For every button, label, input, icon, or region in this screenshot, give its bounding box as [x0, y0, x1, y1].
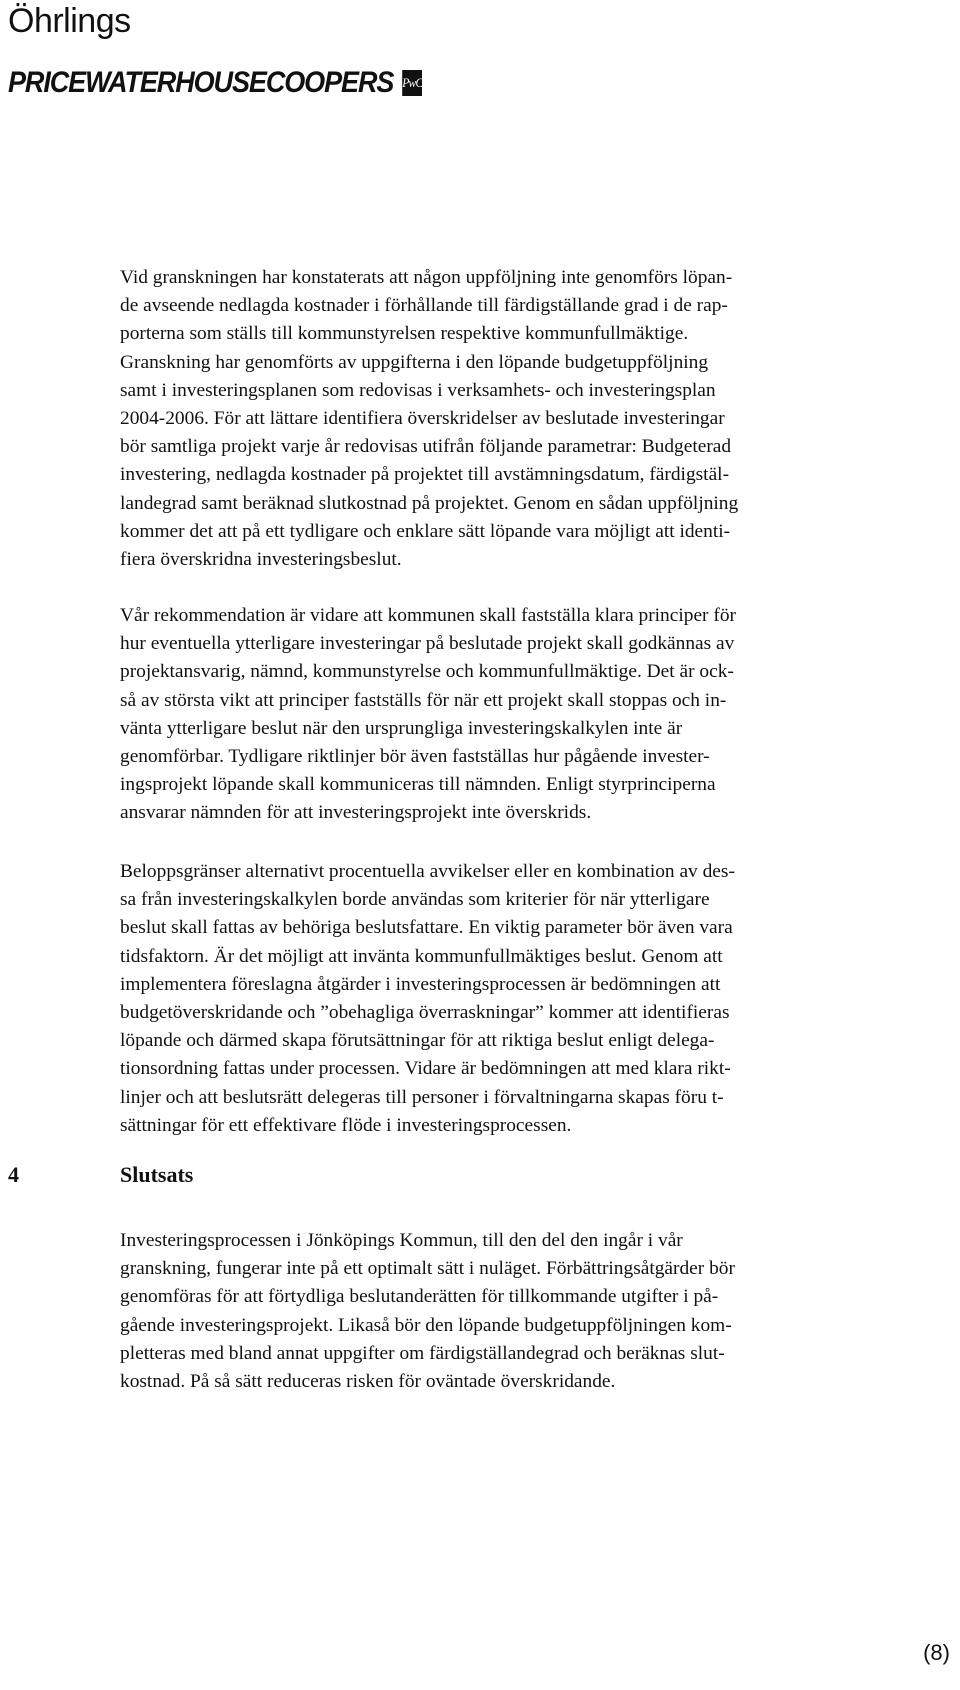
- text-line: genomförbar. Tydligare riktlinjer bör även fastställas hur pågående invester-: [120, 746, 710, 768]
- text-line: fiera överskridna investeringsbeslut.: [120, 549, 402, 571]
- text-line: sa från investeringskalkylen borde användas som kriterier för när ytterligare: [120, 889, 710, 911]
- text-line: så av största vikt att principer fastställs för när ett projekt skall stoppas och in-: [120, 689, 727, 711]
- text-line: 2004-2006. För att lättare identifiera överskridelser av beslutade investeringar: [120, 408, 725, 430]
- text-line: projektansvarig, nämnd, kommunstyrelse och kommunfullmäktige. Det är ock-: [120, 661, 734, 683]
- text-line: pletteras med bland annat uppgifter om färdigställandegrad och beräknas slut-: [120, 1342, 725, 1364]
- text-line: tionsordning fattas under processen. Vidare är bedömningen att med klara rikt-: [120, 1058, 731, 1080]
- text-line: bör samtliga projekt varje år redovisas utifrån följande parametrar: Budgeterad: [120, 436, 732, 458]
- text-line: samt i investeringsplanen som redovisas i verksamhets- och investeringsplan: [120, 379, 716, 401]
- text-line: ansvarar nämnden för att investeringsprojekt inte överskrids.: [120, 802, 592, 824]
- text-line: implementera föreslagna åtgärder i investeringsprocessen är bedömningen att: [120, 973, 721, 995]
- company-name: Öhrlings: [8, 2, 131, 40]
- text-line: hur eventuella ytterligare investeringar på beslutade projekt skall godkännas av: [120, 633, 735, 655]
- pwc-logo: [8, 66, 422, 100]
- text-line: porterna som ställs till kommunstyrelsen respektive kommunfullmäktige.: [120, 323, 689, 345]
- text-line: gående investeringsprojekt. Likaså bör den löpande budgetuppföljningen kom-: [120, 1314, 732, 1336]
- text-line: Beloppsgränser alternativt procentuella avvikelser eller en kombination av des-: [120, 861, 735, 882]
- paragraph-1: [120, 264, 900, 574]
- text-line: kostnad. På så sätt reduceras risken för oväntade överskridande.: [120, 1371, 616, 1393]
- text-line: beslut skall fattas av behöriga beslutsfattare. En viktig parameter bör även vara: [120, 917, 733, 939]
- section-title: Slutsats: [120, 1162, 194, 1187]
- text-line: linjer och att beslutsrätt delegeras till personer i förvaltningarna skapas föru t-: [120, 1086, 724, 1108]
- text-line: landegrad samt beräknad slutkostnad på projektet. Genom en sådan uppföljning: [120, 492, 739, 514]
- text-line: ingsprojekt löpande skall kommuniceras till nämnden. Enligt styrprinciperna: [120, 774, 716, 796]
- text-line: vänta ytterligare beslut när den ursprungliga investeringskalkylen inte är: [120, 717, 683, 739]
- text-line: budgetöverskridande och ”obehagliga överraskningar” kommer att identifieras: [120, 1002, 730, 1024]
- section-paragraph: [120, 1227, 900, 1396]
- text-line: genomföras för att förtydliga beslutanderätten för tillkommande utgifter i på-: [120, 1286, 719, 1308]
- section-number: 4: [8, 1162, 19, 1187]
- text-line: Investeringsprocessen i Jönköpings Kommun, till den del den ingår i vår: [120, 1230, 683, 1251]
- text-line: Vid granskningen har konstaterats att någon uppföljning inte genomförs löpan-: [120, 267, 733, 288]
- text-line: kommer det att på ett tydligare och enklare sätt löpande vara möjligt att identi-: [120, 520, 731, 542]
- text-line: Granskning har genomförts av uppgifterna i den löpande budgetuppföljning: [120, 351, 709, 373]
- text-line: de avseende nedlagda kostnader i förhållande till färdigställande grad i de rap-: [120, 295, 728, 317]
- text-line: tidsfaktorn. Är det möjligt att invänta kommunfullmäktiges beslut. Genom att: [120, 945, 723, 967]
- paragraph-2: [120, 602, 900, 828]
- text-line: löpande och därmed skapa förutsättningar för att riktiga beslut enligt delega-: [120, 1030, 715, 1052]
- logo-mark-icon: PwC: [402, 70, 422, 96]
- text-line: granskning, fungerar inte på ett optimalt sätt i nuläget. Förbättringsåtgärder bör: [120, 1258, 735, 1280]
- text-line: Vår rekommendation är vidare att kommunen skall fastställa klara principer för: [120, 605, 736, 626]
- page-number: (8): [923, 1640, 950, 1665]
- text-line: sättningar för ett effektivare flöde i investeringsprocessen.: [120, 1114, 572, 1136]
- logo-wordmark: PRICEWATERHOUSECOOPERS: [8, 66, 394, 99]
- paragraph-3: [120, 858, 900, 1140]
- text-line: investering, nedlagda kostnader på projektet till avstämningsdatum, färdigstäl-: [120, 464, 730, 486]
